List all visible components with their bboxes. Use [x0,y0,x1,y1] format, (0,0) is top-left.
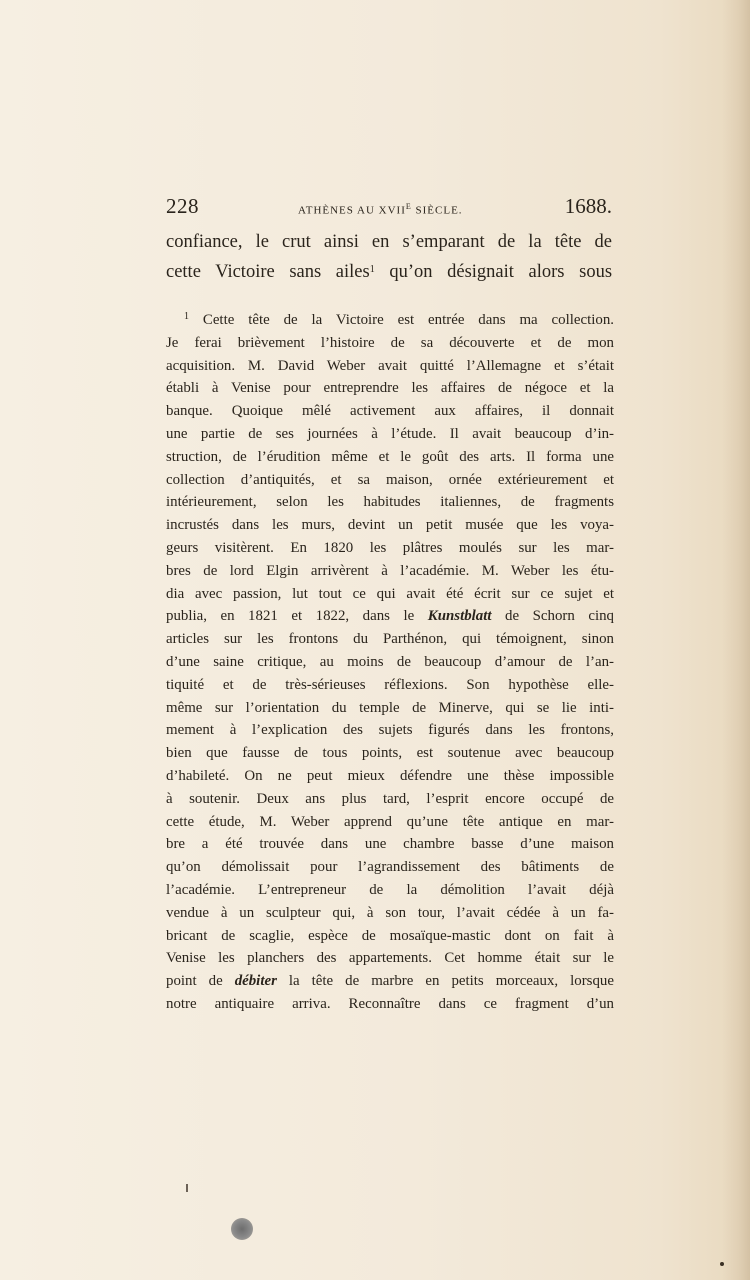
footnote-line: à soutenir. Deux ans plus tard, l’esprit encore occupé de [166,790,614,807]
footnote-line-text: de Schorn cinq [491,608,614,625]
footnote-line: établi à Venise pour entreprendre les affaires de négoce et la [166,380,614,397]
footnote-line-text: publia, en 1821 et 1822, dans le [166,608,428,625]
footnote-line: incrustés dans les murs, devint un petit musée que les voya- [166,517,614,534]
footnote-line-text: Cette tête de la Victoire est entrée dans ma collection. [202,312,614,328]
body-line: confiance, le crut ainsi en s’emparant de la tête de [166,232,612,252]
footnote-line: l’académie. L’entrepreneur de la démolition l’avait déjà [166,881,614,898]
body-line-text: cette Victoire sans ailes [166,262,370,282]
footnote-line-text: point de [166,973,235,990]
footnote-line: une partie de ses journées à l’étude. Il avait beaucoup d’in- [166,425,614,442]
footnote-line: geurs visitèrent. En 1820 les plâtres moulés sur les mar- [166,539,614,556]
footnote-line: bres de lord Elgin arrivèrent à l’académie. M. Weber les étu- [166,562,614,579]
footnote-line: d’habileté. On ne peut mieux défendre une thèse impossible [166,767,614,784]
footnote-line-text: la tête de marbre en petits morceaux, lorsque [276,973,614,990]
main-text [166,228,612,286]
running-title-main: ATHÈNES AU XVII [298,204,406,217]
footnote-line [166,605,614,628]
page-number: 228 [166,194,199,218]
footnote-line: qu’on démolissait pour l’agrandissement des bâtiments de [166,859,614,876]
page-edge-shadow [722,0,750,1280]
footnote-line [166,306,614,332]
footnote-line: même sur l’orientation du temple de Minerve, qui se lie inti- [166,699,614,716]
footnote-line: cette étude, M. Weber apprend qu’une tête antique en mar- [166,813,614,830]
footnote-line: Je ferai brièvement l’histoire de sa découverte et de mon [166,334,614,351]
footnote-line: acquisition. M. David Weber avait quitté l’Allemagne et s’était [166,357,614,374]
footnote-line: bricant de scaglie, espèce de mosaïque-mastic dont on fait à [166,927,614,944]
footnote-line: tiquité et de très-sérieuses réflexions. Son hypothèse elle- [166,676,614,693]
footnote-line: d’une saine critique, au moins de beaucoup d’amour de l’an- [166,653,614,670]
ink-smudge [231,1218,253,1240]
footnote-line: mement à l’explication des sujets figurés dans les frontons, [166,722,614,739]
running-title-end: SIÈCLE. [411,204,463,217]
footnote-line: collection d’antiquités, et sa maison, ornée extérieurement et [166,471,614,488]
footnote-line: intérieurement, selon les habitudes italiennes, de fragments [166,494,614,511]
italic-title-kunstblatt: Kunstblatt [427,608,492,625]
running-title [298,202,463,217]
italic-word-debiter: débiter [234,973,277,990]
ink-speck [186,1184,188,1192]
footnote-line: bien que fausse de tous points, est soutenue avec beaucoup [166,745,614,762]
footnote-line: banque. Quoique mêlé activement aux affaires, il donnait [166,403,614,420]
footnote-mark: 1 [184,311,189,322]
footnote-line: struction, de l’érudition même et le goût des arts. Il forma une [166,448,614,465]
footnote-line: bre a été trouvée dans une chambre basse d’une maison [166,836,614,853]
footnote-line: vendue à un sculpteur qui, à son tour, l’avait cédée à un fa- [166,904,614,921]
body-line-text: qu’on désignait alors sous [374,262,613,282]
running-title-superscript: E [405,202,412,211]
footnote-line: notre antiquaire arriva. Reconnaître dans ce fragment d’un [166,995,614,1012]
footnote-line [166,970,614,993]
body-line [166,256,612,286]
footnote-reference: 1 [369,264,375,275]
header-year: 1688. [564,194,612,218]
ink-speck [720,1262,724,1266]
footnote-line: articles sur les frontons du Parthénon, qui témoignent, sinon [166,631,614,648]
footnote-line: Venise les planchers des appartements. Cet homme était sur le [166,950,614,967]
footnote-line: dia avec passion, lut tout ce qui avait été écrit sur ce sujet et [166,585,614,602]
running-header [166,194,612,224]
footnote [166,306,614,1016]
